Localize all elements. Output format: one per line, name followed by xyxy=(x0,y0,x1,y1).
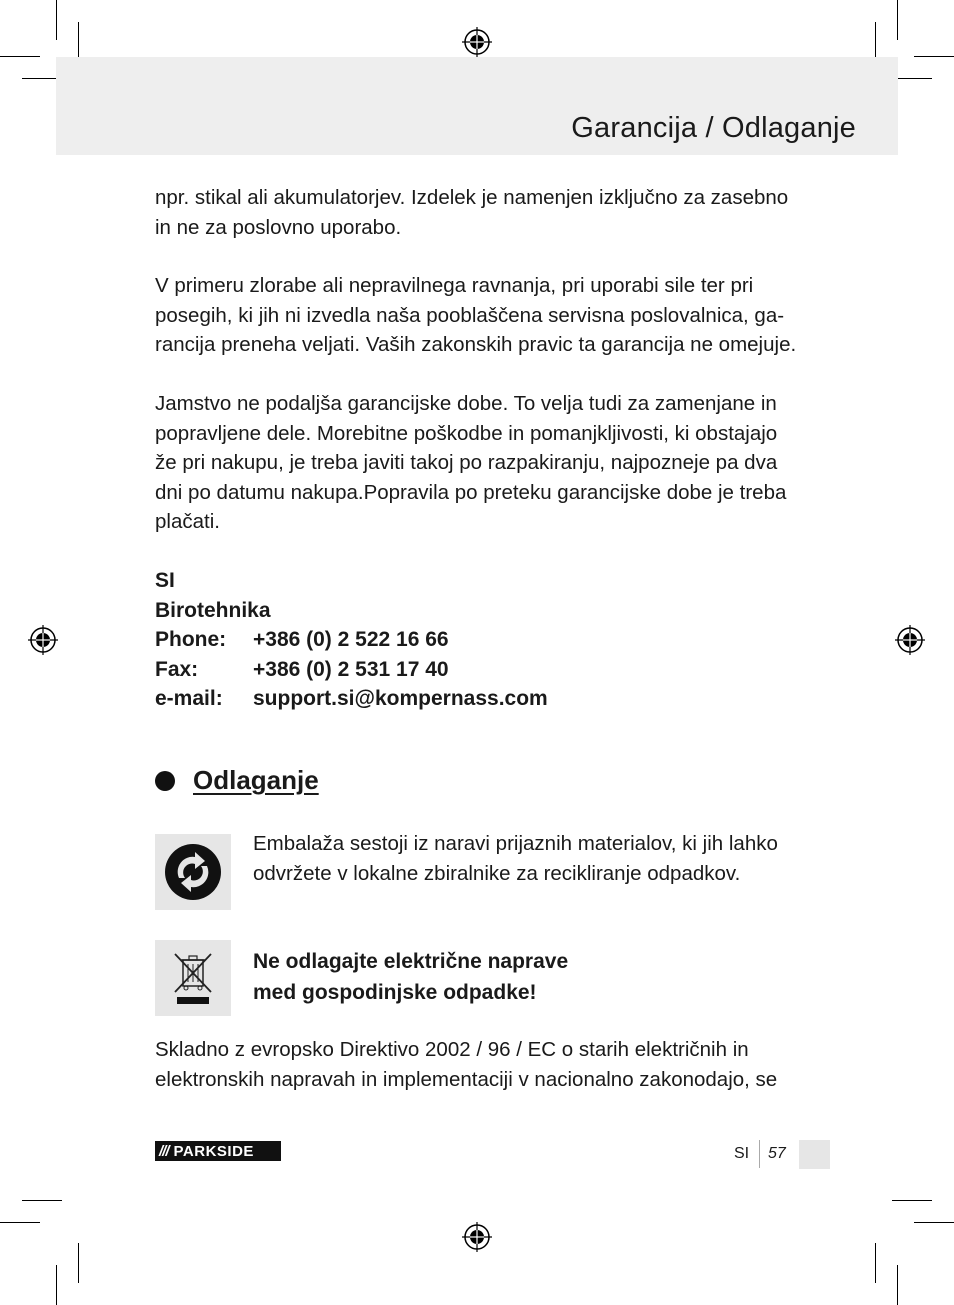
crop-mark xyxy=(0,56,40,57)
paragraph xyxy=(155,1035,805,1094)
phone-label: Phone: xyxy=(155,628,227,651)
language-code: SI xyxy=(734,1145,750,1162)
phone-number: +386 (0) 2 522 16 66 xyxy=(253,628,449,651)
text-line: dni po datumu nakupa.Popravila po preteku garancijske dobe je treba xyxy=(155,480,787,504)
footer-marker xyxy=(799,1140,830,1169)
crop-mark xyxy=(897,1265,898,1305)
email-address: support.si@kompernass.com xyxy=(253,687,548,710)
text-line: Embalaža sestoji iz naravi prijaznih materialov, ki jih lahko xyxy=(253,832,778,855)
text-line: rancija preneha veljati. Vaših zakonskih pravic ta garancija ne omejuje. xyxy=(155,333,797,356)
page-title: Garancija / Odlaganje xyxy=(571,112,856,144)
brand-logo xyxy=(155,1141,281,1161)
text-line: Ne odlagajte električne naprave xyxy=(253,950,569,973)
crossed-bin-icon xyxy=(155,940,231,1016)
recycle-description xyxy=(253,829,778,889)
text-line: plačati. xyxy=(155,510,220,533)
crop-mark xyxy=(892,78,932,79)
weee-warning xyxy=(253,946,568,1008)
text-line: odvržete v lokalne zbiralnike za recikliranje odpadkov. xyxy=(253,862,741,885)
registration-mark-icon xyxy=(28,625,58,655)
registration-mark-icon xyxy=(462,27,492,57)
contact-country: SI xyxy=(155,569,175,592)
crop-mark xyxy=(56,1265,57,1305)
crop-mark xyxy=(875,1243,876,1283)
logo-stripes: /// xyxy=(159,1142,169,1160)
text-line: Jamstvo ne podaljša garancijske dobe. To velja tudi za zamenjane in xyxy=(155,392,777,415)
section-title: Odlaganje xyxy=(193,765,319,795)
recycle-icon xyxy=(155,834,231,910)
crop-mark xyxy=(78,22,79,62)
text-line: V primeru zlorabe ali nepravilnega ravnanja, pri uporabi sile ter pri xyxy=(155,274,754,297)
text-line: posegih, ki jih ni izvedla naša pooblaščena servisna poslovalnica, ga- xyxy=(155,303,785,327)
fax-label: Fax: xyxy=(155,657,199,681)
crop-mark xyxy=(0,1222,40,1223)
contact-block xyxy=(155,566,548,714)
footer-divider xyxy=(759,1140,760,1168)
crop-mark xyxy=(875,22,876,62)
text-line: Skladno z evropsko Direktivo 2002 / 96 / EC o starih električnih in xyxy=(155,1038,749,1061)
email-label: e-mail: xyxy=(155,687,223,710)
paragraph xyxy=(155,183,805,242)
crop-mark xyxy=(22,1200,62,1201)
registration-mark-icon xyxy=(462,1222,492,1252)
text-line: in ne za poslovno uporabo. xyxy=(155,215,402,239)
bullet-icon xyxy=(155,771,175,791)
section-heading xyxy=(155,765,319,796)
crop-mark xyxy=(914,56,954,57)
text-line: med gospodinjske odpadke! xyxy=(253,981,537,1004)
crop-mark xyxy=(892,1200,932,1201)
text-line: popravljene dele. Morebitne poškodbe in pomanjkljivosti, ki obstajajo xyxy=(155,421,778,445)
crop-mark xyxy=(897,0,898,40)
contact-company: Birotehnika xyxy=(155,598,271,622)
paragraph xyxy=(155,271,805,360)
fax-number: +386 (0) 2 531 17 40 xyxy=(253,657,449,681)
text-line: elektronskih napravah in implementaciji v nacionalno zakonodajo, se xyxy=(155,1067,778,1091)
logo-text: PARKSIDE xyxy=(173,1142,254,1160)
page-number: 57 xyxy=(768,1145,786,1162)
crop-mark xyxy=(914,1222,954,1223)
crop-mark xyxy=(78,1243,79,1283)
registration-mark-icon xyxy=(895,625,925,655)
text-line: že pri nakupu, je treba javiti takoj po razpakiranju, najpozneje pa dva xyxy=(155,451,778,474)
paragraph xyxy=(155,389,805,537)
text-line: npr. stikal ali akumulatorjev. Izdelek je namenjen izključno za zasebno xyxy=(155,186,789,209)
crop-mark xyxy=(56,0,57,40)
